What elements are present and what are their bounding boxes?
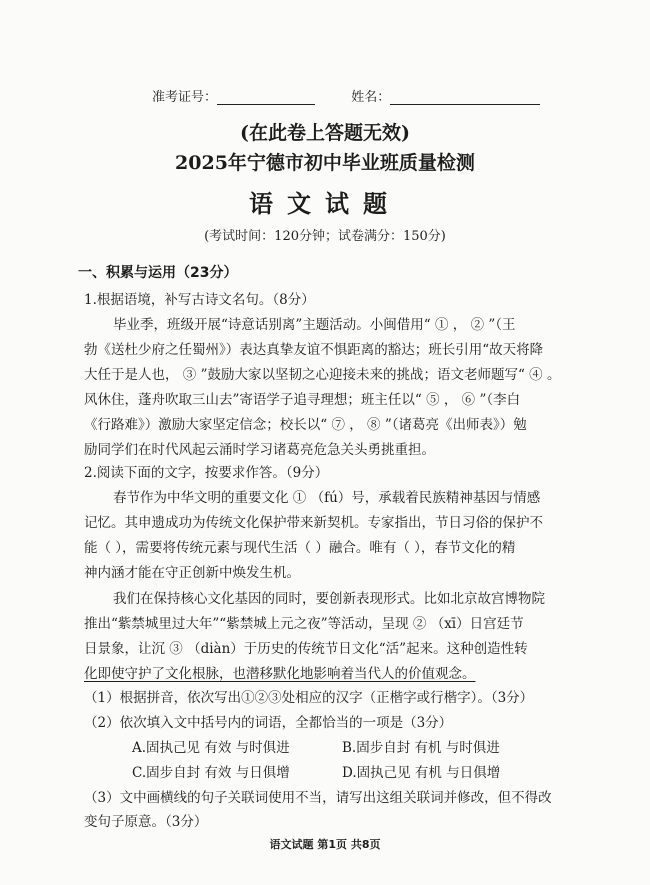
option-b: B.固步自封 有机 与时俱进 [342, 740, 500, 756]
q2-para2-line-3: 日景象，让沉 ③ （diàn）于历史的传统节日文化“活”起来。这种创造性转 [84, 641, 528, 657]
q2-sub-3-line-1: （3）文中画横线的句子关联词使用不当，请写出这组关联词并修改，但不得改 [84, 790, 552, 806]
q2-sub-2: （2）依次填入文中括号内的词语，全都恰当的一项是（3分） [84, 715, 453, 731]
option-c: C.固步自封 有效 与日俱增 [132, 765, 290, 781]
q1-line-6: 励同学们在时代风起云涌时学习诸葛亮危急关头勇挑重担。 [84, 442, 435, 458]
exam-info: (考试时间：120分钟；试卷满分：150分) [204, 229, 446, 244]
page-footer: 语文试题 第1页 共8页 [269, 838, 381, 851]
q2-para2-line-2: 推出“紫禁城里过大年”“紫禁城上元之夜”等活动，呈现 ② （xī）日宫廷节 [84, 616, 524, 632]
q2-para1-line-3: 能（ ），需要将传统元素与现代生活（ ）融合。唯有（ ），春节文化的精 [84, 540, 516, 556]
option-d: D.固执己见 有机 与日俱增 [342, 765, 501, 781]
name-label: 姓名： [351, 90, 391, 105]
subject-title: 语文试题 [249, 189, 401, 218]
candidate-info-row [152, 86, 540, 105]
q1-line-5: 《行路难》）激励大家坚定信念；校长以“ ⑦ ， ⑧ ”（诸葛亮《出师表》）勉 [84, 417, 527, 433]
question-2-prompt: 2.阅读下面的文字，按要求作答。（9分） [84, 465, 329, 481]
exam-number-label: 准考证号： [152, 90, 218, 105]
q1-line-4: 风休住，蓬舟吹取三山去”寄语学子追寻理想；班主任以“ ⑤ ， ⑥ ”（李白 [84, 392, 521, 408]
q2-para2-line-1: 我们在保持核心文化基因的同时，要创新表现形式。比如北京故宫博物院 [113, 591, 545, 607]
option-a: A.固执己见 有效 与时俱进 [132, 740, 290, 756]
exam-number-blank [217, 90, 315, 105]
q1-line-1: 毕业季，班级开展“诗意话别离”主题活动。小闽借用“ ① ， ② ”（王 [113, 317, 516, 333]
q2-para1-line-2: 记忆。其申遗成功为传统文化保护带来新契机。专家指出，节日习俗的保护不 [84, 515, 543, 531]
invalid-notice: (在此卷上答题无效) [240, 122, 410, 144]
q2-underlined-sentence: 化即使守护了文化根脉，也潜移默化地影响着当代人的价值观念。 [84, 666, 476, 682]
name-blank [390, 90, 540, 105]
question-1-prompt: 1.根据语境，补写古诗文名句。（8分） [84, 292, 315, 308]
q2-sub-1: （1）根据拼音，依次写出①②③处相应的汉字（正楷字或行楷字）。（3分） [84, 690, 534, 706]
q1-line-2: 勃《送杜少府之任蜀州》）表达真挚友谊不惧距离的豁达；班长引用“故天将降 [84, 342, 544, 358]
q1-line-3: 大任于是人也， ③ ”鼓励大家以坚韧之心迎接未来的挑战；语文老师题写“ ④ 。 [84, 367, 561, 383]
exam-title: 2025年宁德市初中毕业班质量检测 [175, 152, 475, 174]
q2-para1-line-1: 春节作为中华文明的重要文化 ① （fú）号，承载着民族精神基因与情感 [113, 490, 541, 506]
section-title: 一、积累与运用（23分） [78, 265, 238, 281]
q2-para1-line-4: 神内涵才能在守正创新中焕发生机。 [84, 565, 300, 581]
q2-sub-3-line-2: 变句子原意。（3分） [84, 814, 208, 830]
